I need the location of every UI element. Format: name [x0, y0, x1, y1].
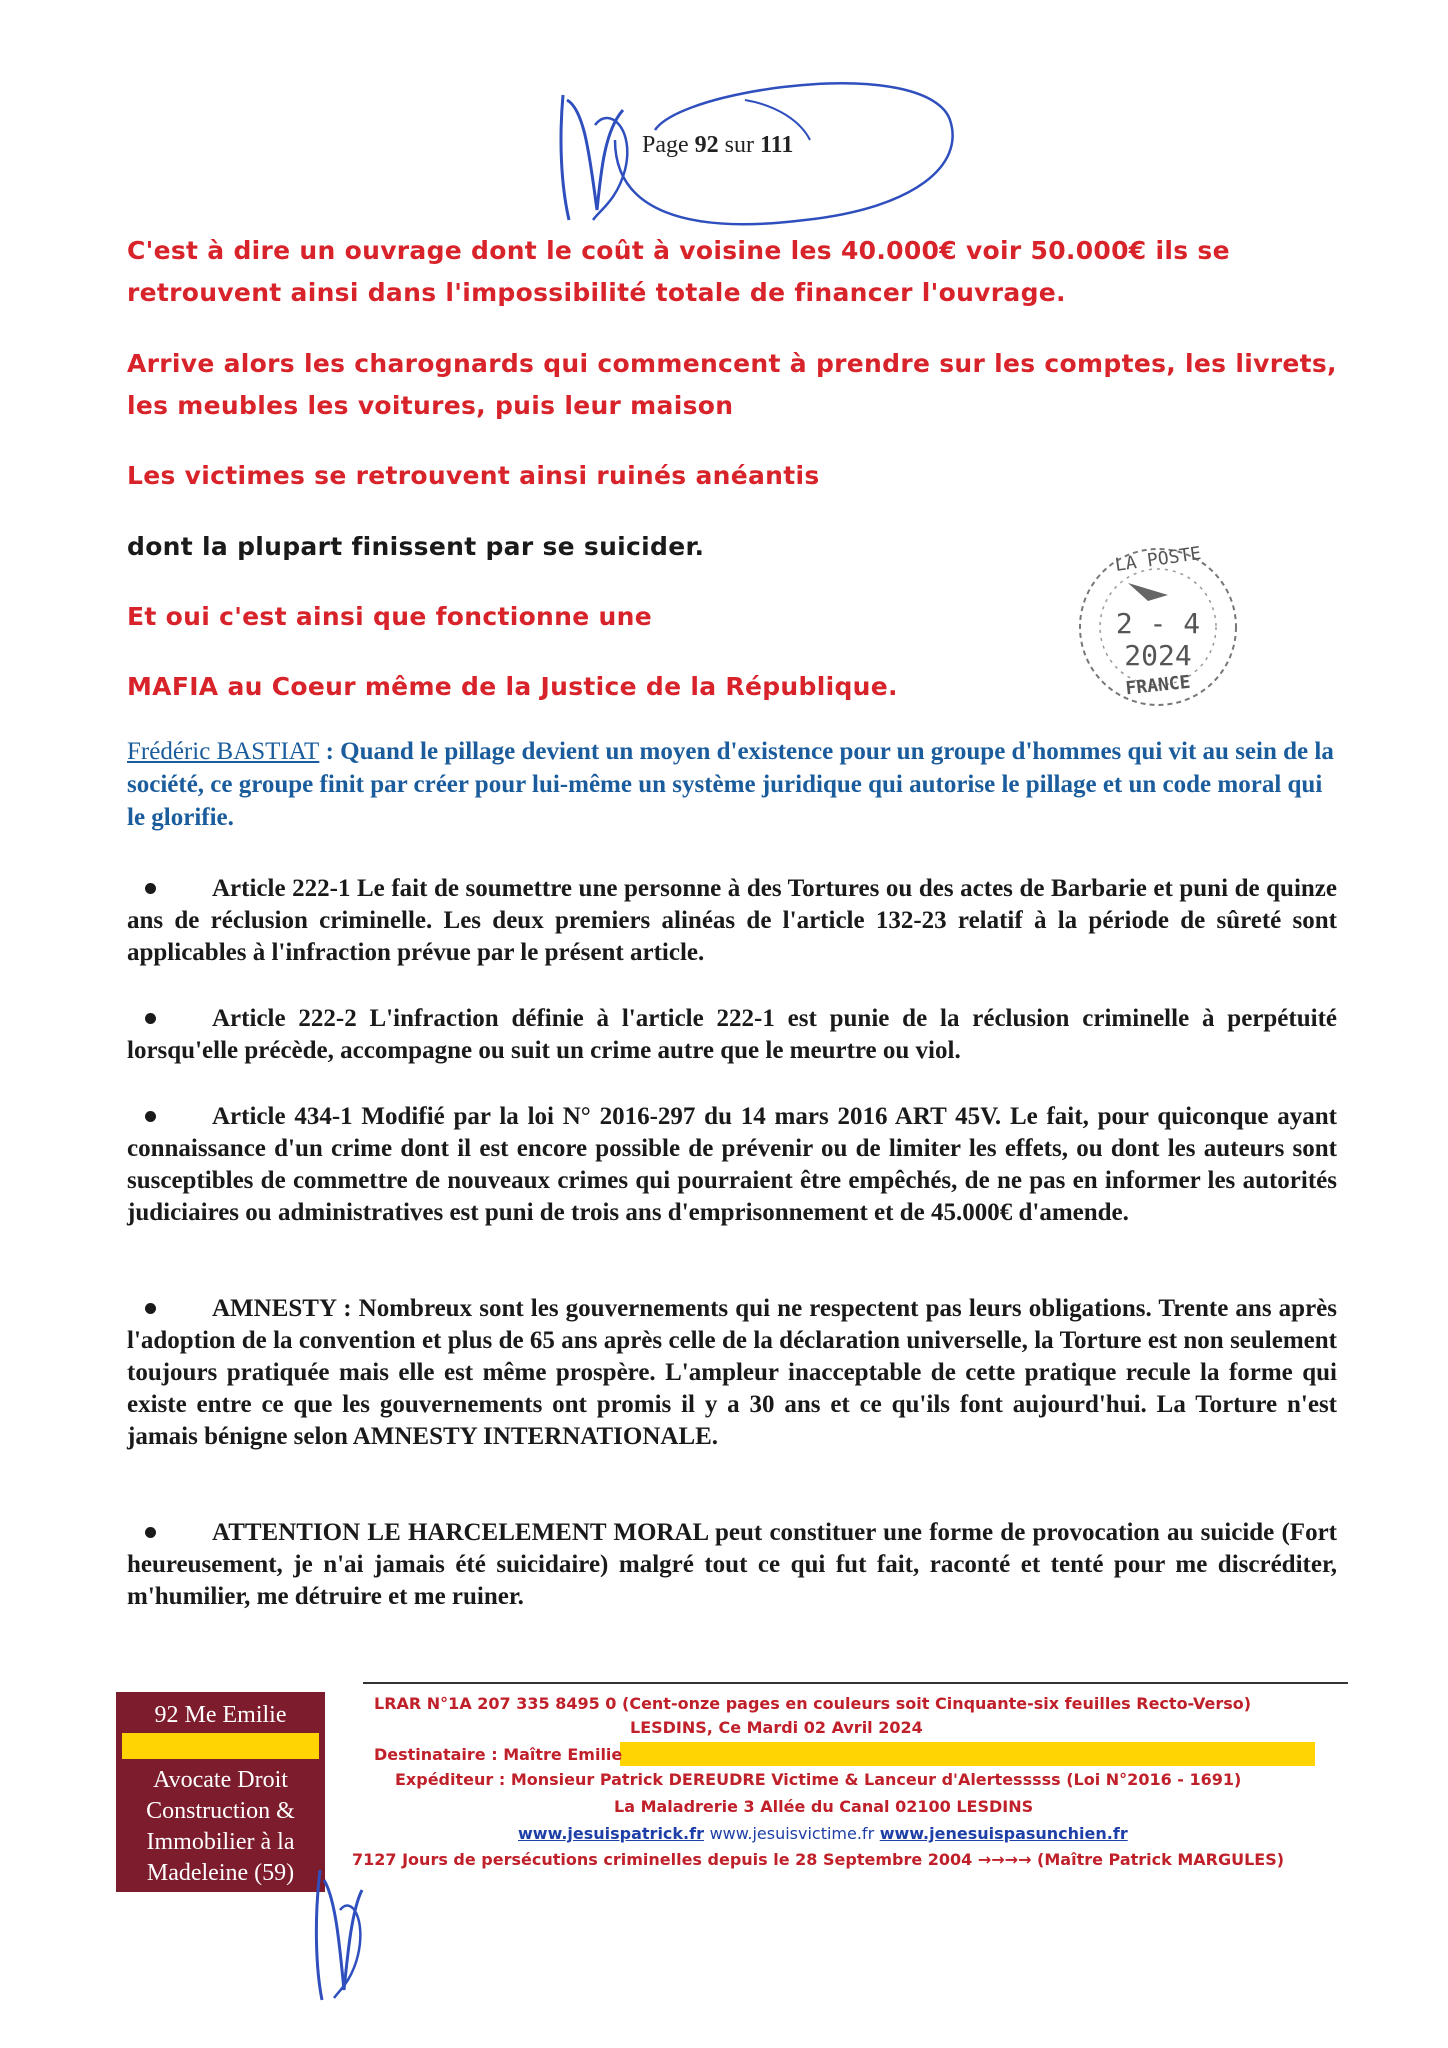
stamp-bottom-text: FRANCE: [1124, 671, 1192, 700]
amnesty-paragraph: AMNESTY : Nombreux sont les gouvernements qui ne respectent pas leurs obligations. Trente ans après l'adoption de la convention et plus de 65 ans après celle de la déclaration universelle, la Torture est non seulement toujours pratiquée mais elle est même prospère. L'ampleur inacceptable de cette pratique recule la forme qui existe entre ce que les gouvernements ont promis il y a 30 ans et ce qu'ils font aujourd'hui. La Torture n'est jamais bénigne selon AMNESTY INTERNATIONALE.: [127, 1295, 1337, 1450]
postmark-stamp: [1058, 535, 1258, 715]
black-paragraph: dont la plupart finissent par se suicider.: [127, 532, 705, 561]
sidebar-line-3: Construction &: [146, 1798, 295, 1824]
bullet-icon: [145, 1013, 156, 1024]
bullet-icon: [145, 1303, 156, 1314]
sidebar-line-5: Madeleine (59): [146, 1860, 295, 1886]
footer-address: La Maladrerie 3 Allée du Canal 02100 LESDINS: [614, 1797, 1034, 1816]
bullet-icon: [145, 1527, 156, 1538]
stamp-date: 2 - 4: [1115, 607, 1201, 640]
bastiat-quote: [127, 735, 1337, 834]
signature-bottom: [300, 1860, 380, 2010]
footer-persecutions: 7127 Jours de persécutions criminelles depuis le 28 Septembre 2004 →→→→ (Maître Patrick MARGULES): [352, 1850, 1285, 1869]
page-number: Page 92 sur 111: [642, 132, 794, 158]
redaction-highlight: [122, 1733, 319, 1759]
red-paragraph-4: Et oui c'est ainsi que fonctionne une: [127, 602, 652, 631]
stamp-top-text: LA POSTE: [1113, 543, 1203, 576]
footer-links: [518, 1824, 1128, 1843]
stamp-year: 2024: [1124, 639, 1192, 672]
sidebar-line-2: Avocate Droit: [153, 1767, 288, 1793]
recipient-sidebar: [116, 1692, 325, 1892]
footer-lrar: LRAR N°1A 207 335 8495 0 (Cent-onze pages en couleurs soit Cinquante-six feuilles Recto-Verso): [374, 1694, 1252, 1713]
footer-destinataire: Destinataire : Maître Emilie: [374, 1745, 623, 1764]
article-222-1: Article 222-1 Le fait de soumettre une personne à des Tortures ou des actes de Barbarie et puni de quinze ans de réclusion criminelle. Les deux premiers alinéas de l'article 132-23 relatif à la période de sûreté sont applicables à l'infraction prévue par le présent article.: [127, 875, 1337, 966]
sidebar-line-1: 92 Me Emilie: [154, 1702, 287, 1728]
quote-text: : Quand le pillage devient un moyen d'existence pour un groupe d'hommes qui vit au sein de la société, ce groupe finit par créer pour lui-même un système juridique qui autorise le pillage et un code moral qui le glorifie.: [127, 738, 1334, 831]
red-paragraph-5: MAFIA au Coeur même de la Justice de la République.: [127, 672, 898, 701]
bullet-icon: [145, 883, 156, 894]
link-jesuisvictime[interactable]: www.jesuisvictime.fr: [709, 1824, 875, 1843]
article-222-2: Article 222-2 L'infraction définie à l'article 222-1 est punie de la réclusion criminelle à perpétuité lorsqu'elle précède, accompagne ou suit un crime autre que le meurtre ou viol.: [127, 1005, 1337, 1064]
footer-expediteur: Expéditeur : Monsieur Patrick DEREUDRE Victime & Lanceur d'Alertesssss (Loi N°2016 - 1691): [395, 1770, 1242, 1789]
footer-place-date: LESDINS, Ce Mardi 02 Avril 2024: [630, 1718, 923, 1737]
article-434-1: Article 434-1 Modifié par la loi N° 2016-297 du 14 mars 2016 ART 45V. Le fait, pour quiconque ayant connaissance d'un crime dont il est encore possible de prévenir ou de limiter les effets, ou dont les auteurs sont susceptibles de commettre de nouveaux crimes qui pourraient être empêchés, de ne pas en informer les autorités judiciaires ou administratives est puni de trois ans d'emprisonnement et de 45.000€ d'amende.: [127, 1103, 1337, 1226]
bullet-icon: [145, 1111, 156, 1122]
link-jenesuispasunchien[interactable]: www.jenesuispasunchien.fr: [879, 1824, 1128, 1843]
red-paragraph-2: Arrive alors les charognards qui commencent à prendre sur les comptes, les livrets, les meubles les voitures, puis leur maison: [127, 349, 1337, 420]
sidebar-line-4: Immobilier à la: [146, 1829, 295, 1855]
quote-author: Frédéric BASTIAT: [127, 738, 320, 765]
red-paragraph-3: Les victimes se retrouvent ainsi ruinés anéantis: [127, 461, 820, 490]
footer-divider: [363, 1682, 1348, 1684]
red-paragraph-1: C'est à dire un ouvrage dont le coût à voisine les 40.000€ voir 50.000€ ils se retrouvent ainsi dans l'impossibilité totale de financer l'ouvrage.: [127, 236, 1230, 307]
link-jesuispatrick[interactable]: www.jesuispatrick.fr: [518, 1824, 704, 1843]
harcelement-paragraph: ATTENTION LE HARCELEMENT MORAL peut constituer une forme de provocation au suicide (Fort heureusement, je n'ai jamais été suicidaire) malgré tout ce qui fut fait, raconté et tenté pour me discréditer, m'humilier, me détruire et me ruiner.: [127, 1519, 1337, 1610]
redaction-highlight: [620, 1742, 1315, 1766]
